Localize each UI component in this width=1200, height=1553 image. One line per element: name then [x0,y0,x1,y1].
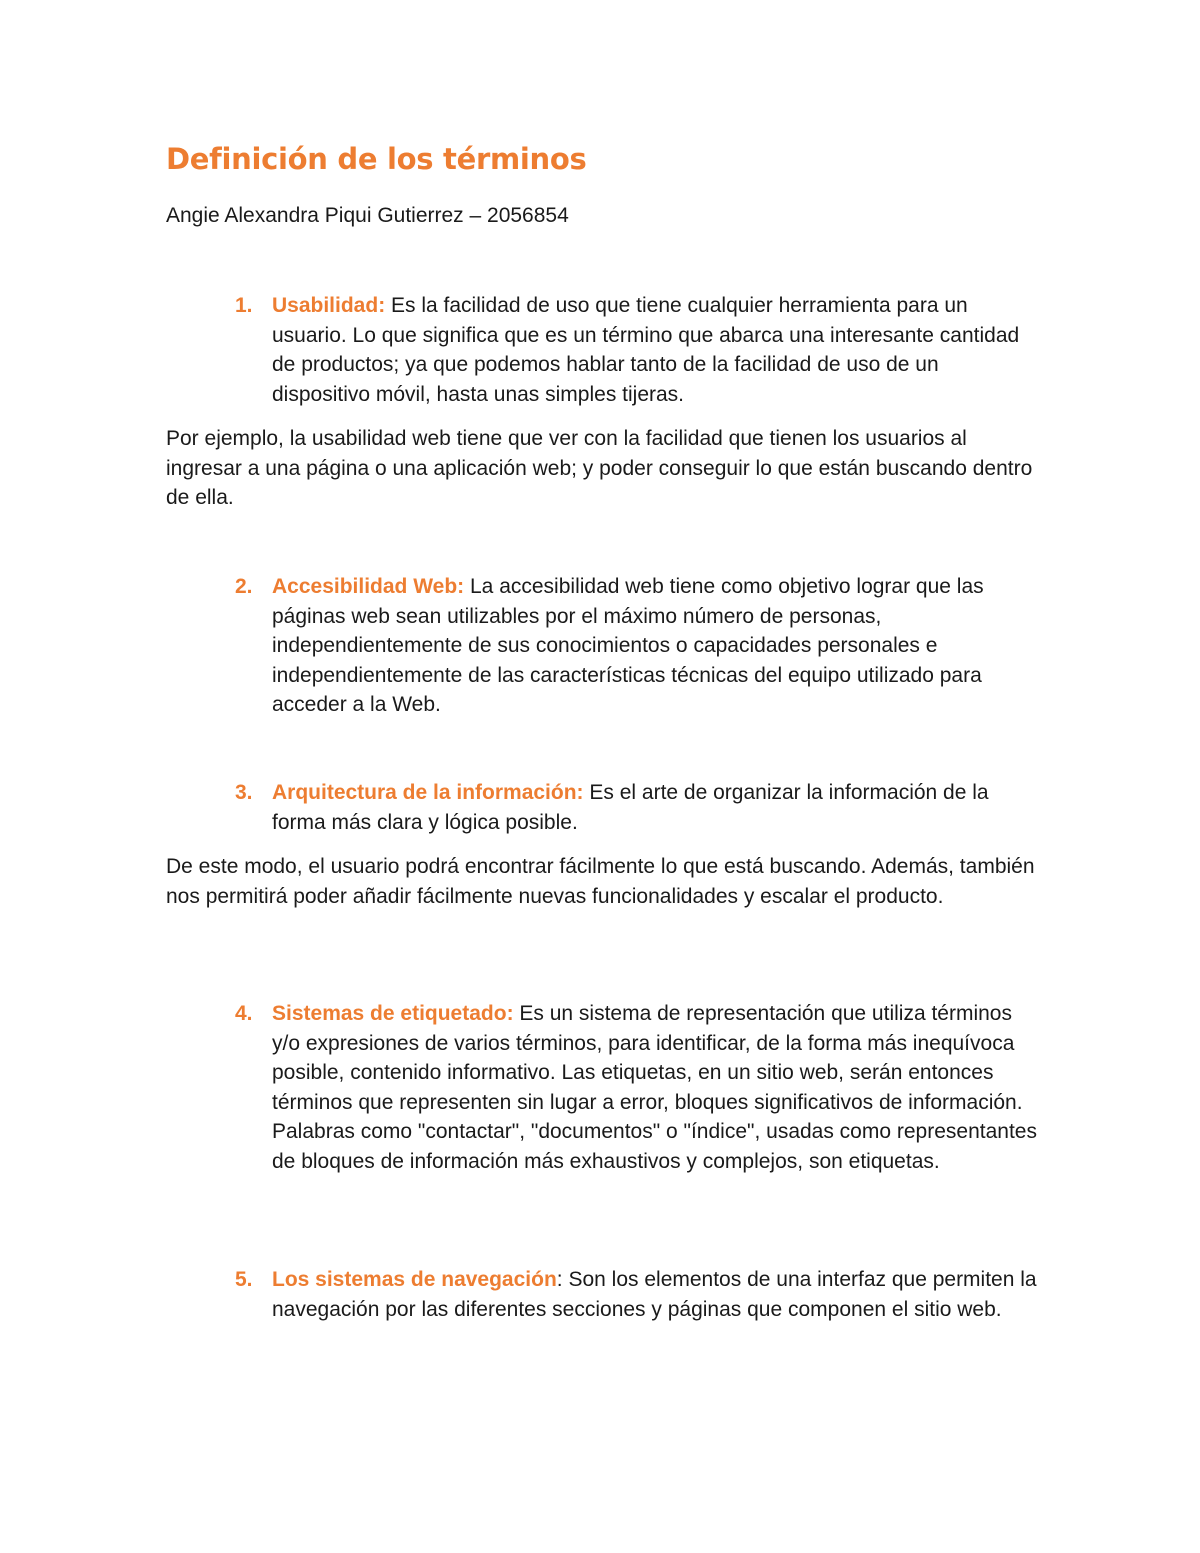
list-item-usabilidad [235,291,1042,409]
list-item-text: Es la facilidad de uso que tiene cualquier herramienta para un usuario. Lo que significa que es un término que abarca una interesante cantidad de productos; ya que podemos hablar tanto de la facilidad de uso de un dispositivo móvil, hasta unas simples tijeras. [272,294,1020,406]
author-line: Angie Alexandra Piqui Gutierrez – 2056854 [166,204,569,227]
list-item-text: : Son los elementos de una interfaz que permiten la navegación por las diferentes secciones y páginas que componen el sitio web. [272,1268,1037,1321]
list-item-arquitectura [235,778,1042,837]
paragraph-arquitectura-detail: De este modo, el usuario podrá encontrar fácilmente lo que está buscando. Además, también nos permitirá poder añadir fácilmente nuevas funcionalidades y escalar el producto. [166,855,1035,908]
list-item-navegacion [235,1265,1042,1324]
paragraph-usabilidad-example: Por ejemplo, la usabilidad web tiene que ver con la facilidad que tienen los usuarios al ingresar a una página o una aplicación web; y poder conseguir lo que están buscando dentro de ella. [166,427,1033,509]
list-item-term: Los sistemas de navegación [272,1268,557,1291]
list-item-number: 4. [235,1002,253,1025]
list-item-accesibilidad [235,572,1042,720]
list-item-number: 5. [235,1268,253,1291]
list-item-number: 1. [235,294,253,317]
list-item-term: Usabilidad: [272,294,386,317]
list-item-term: Accesibilidad Web: [272,575,465,598]
list-item-number: 3. [235,781,253,804]
list-item-term: Arquitectura de la información: [272,781,584,804]
document-title: Definición de los términos [166,142,587,176]
list-item-etiquetado [235,999,1042,1176]
list-item-text: La accesibilidad web tiene como objetivo lograr que las páginas web sean utilizables por el máximo número de personas, independientemente de sus conocimientos o capacidades personales e independientemente de las características técnicas del equipo utilizado para acceder a la Web. [272,575,984,716]
list-item-text: Es el arte de organizar la información de la forma más clara y lógica posible. [272,781,989,834]
list-item-number: 2. [235,575,253,598]
list-item-text: Es un sistema de representación que utiliza términos y/o expresiones de varios términos, para identificar, de la forma más inequívoca posible, contenido informativo. Las etiquetas, en un sitio web, serán entonces términos que representen sin lugar a error, bloques significativos de información. Palabras como "contactar", "documentos" o "índice", usadas como representantes de bloques de información más exhaustivos y complejos, son etiquetas. [272,1002,1037,1173]
list-item-term: Sistemas de etiquetado: [272,1002,514,1025]
